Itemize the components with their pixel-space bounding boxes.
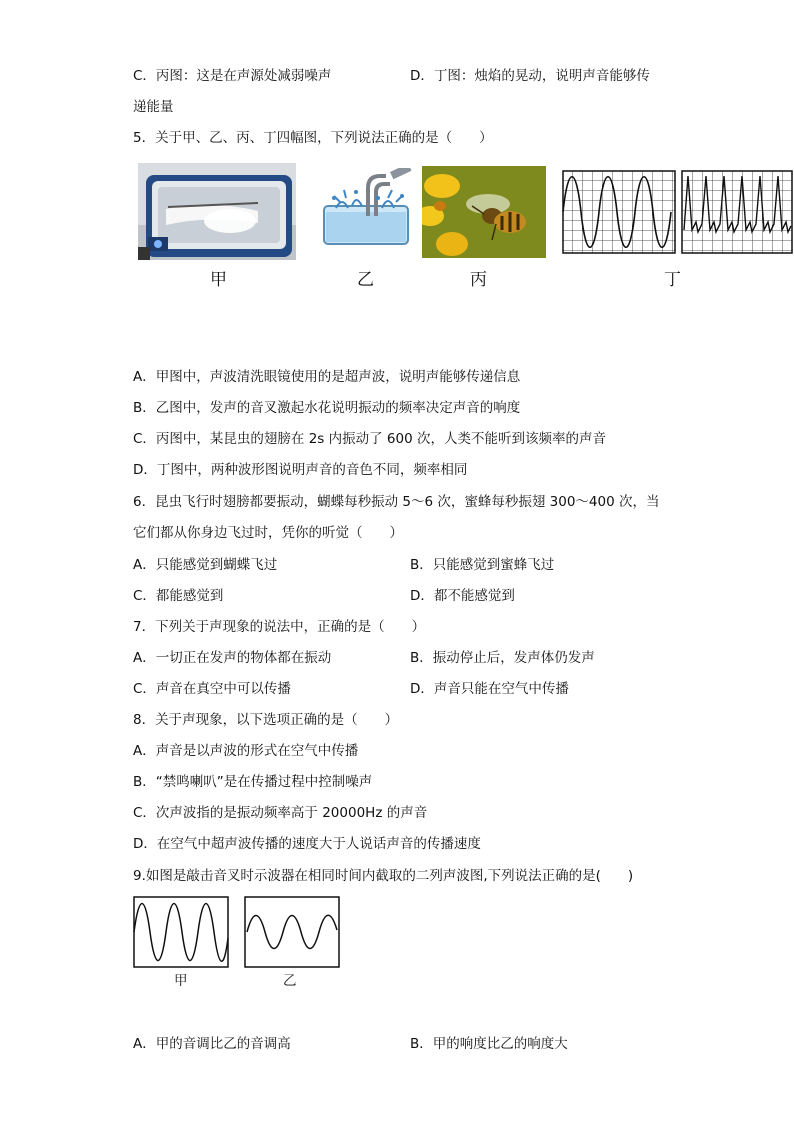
q5-caption-ding: 丁 — [664, 270, 681, 290]
q7-option-a: A．一切正在发声的物体都在振动 — [133, 650, 332, 666]
q5-option-b: B．乙图中，发声的音叉激起水花说明振动的频率决定声音的响度 — [133, 400, 521, 416]
q5-option-d: D．丁图中，两种波形图说明声音的音色不同，频率相同 — [133, 462, 468, 478]
q6-stem-line2: 它们都从你身边飞过时，凭你的听觉（ ） — [133, 525, 403, 541]
q7-option-c: C．声音在真空中可以传播 — [133, 681, 291, 697]
q8-option-c: C．次声波指的是振动频率高于 20000Hz 的声音 — [133, 805, 428, 821]
q5-stem: 5．关于甲、乙、丙、丁四幅图，下列说法正确的是（ ） — [133, 130, 493, 146]
q8-option-d: D．在空气中超声波传播的速度大于人说话声音的传播速度 — [133, 836, 481, 852]
prev-option-d-continuation: 递能量 — [133, 99, 174, 115]
q8-stem: 8．关于声现象，以下选项正确的是（ ） — [133, 712, 399, 728]
prev-option-d: D．丁图：烛焰的晃动，说明声音能够传 — [410, 68, 650, 84]
q7-option-b: B．振动停止后，发声体仍发声 — [410, 650, 595, 666]
q5-caption-yi: 乙 — [357, 270, 374, 290]
q5-option-a: A．甲图中，声波清洗眼镜使用的是超声波，说明声能够传递信息 — [133, 369, 521, 385]
q6-stem-line1: 6．昆虫飞行时翅膀都要振动，蝴蝶每秒振动 5～6 次，蜜蜂每秒振翅 300～400 次，当 — [133, 494, 660, 510]
q6-option-b: B．只能感觉到蜜蜂飞过 — [410, 557, 555, 573]
q8-option-a: A．声音是以声波的形式在空气中传播 — [133, 743, 359, 759]
ultrasonic-cleaner-image — [138, 163, 296, 260]
q9-option-b: B．甲的响度比乙的响度大 — [410, 1036, 568, 1052]
q9-option-a: A．甲的音调比乙的音调高 — [133, 1036, 291, 1052]
q5-caption-bing: 丙 — [470, 270, 487, 290]
q9-caption-jia: 甲 — [174, 973, 188, 989]
q8-option-b: B．“禁鸣喇叭”是在传播过程中控制噪声 — [133, 774, 373, 790]
q7-stem: 7．下列关于声现象的说法中，正确的是（ ） — [133, 619, 426, 635]
q6-option-c: C．都能感觉到 — [133, 588, 224, 604]
q5-caption-jia: 甲 — [210, 270, 227, 290]
q9-caption-yi: 乙 — [283, 973, 297, 989]
waveform-jia — [133, 896, 229, 968]
waveform-yi — [244, 896, 340, 968]
q7-option-d: D．声音只能在空气中传播 — [410, 681, 569, 697]
q6-option-d: D．都不能感觉到 — [410, 588, 515, 604]
q6-option-a: A．只能感觉到蝴蝶飞过 — [133, 557, 278, 573]
two-waveforms-image — [562, 170, 794, 254]
bee-image — [422, 166, 546, 258]
q9-stem: 9.如图是敲击音叉时示波器在相同时间内截取的二列声波图,下列说法正确的是( ) — [133, 868, 634, 884]
tuning-fork-water-image — [316, 168, 416, 248]
q5-option-c: C．丙图中，某昆虫的翅膀在 2s 内振动了 600 次，人类不能听到该频率的声音 — [133, 431, 606, 447]
prev-option-c: C．丙图：这是在声源处减弱噪声 — [133, 68, 332, 84]
